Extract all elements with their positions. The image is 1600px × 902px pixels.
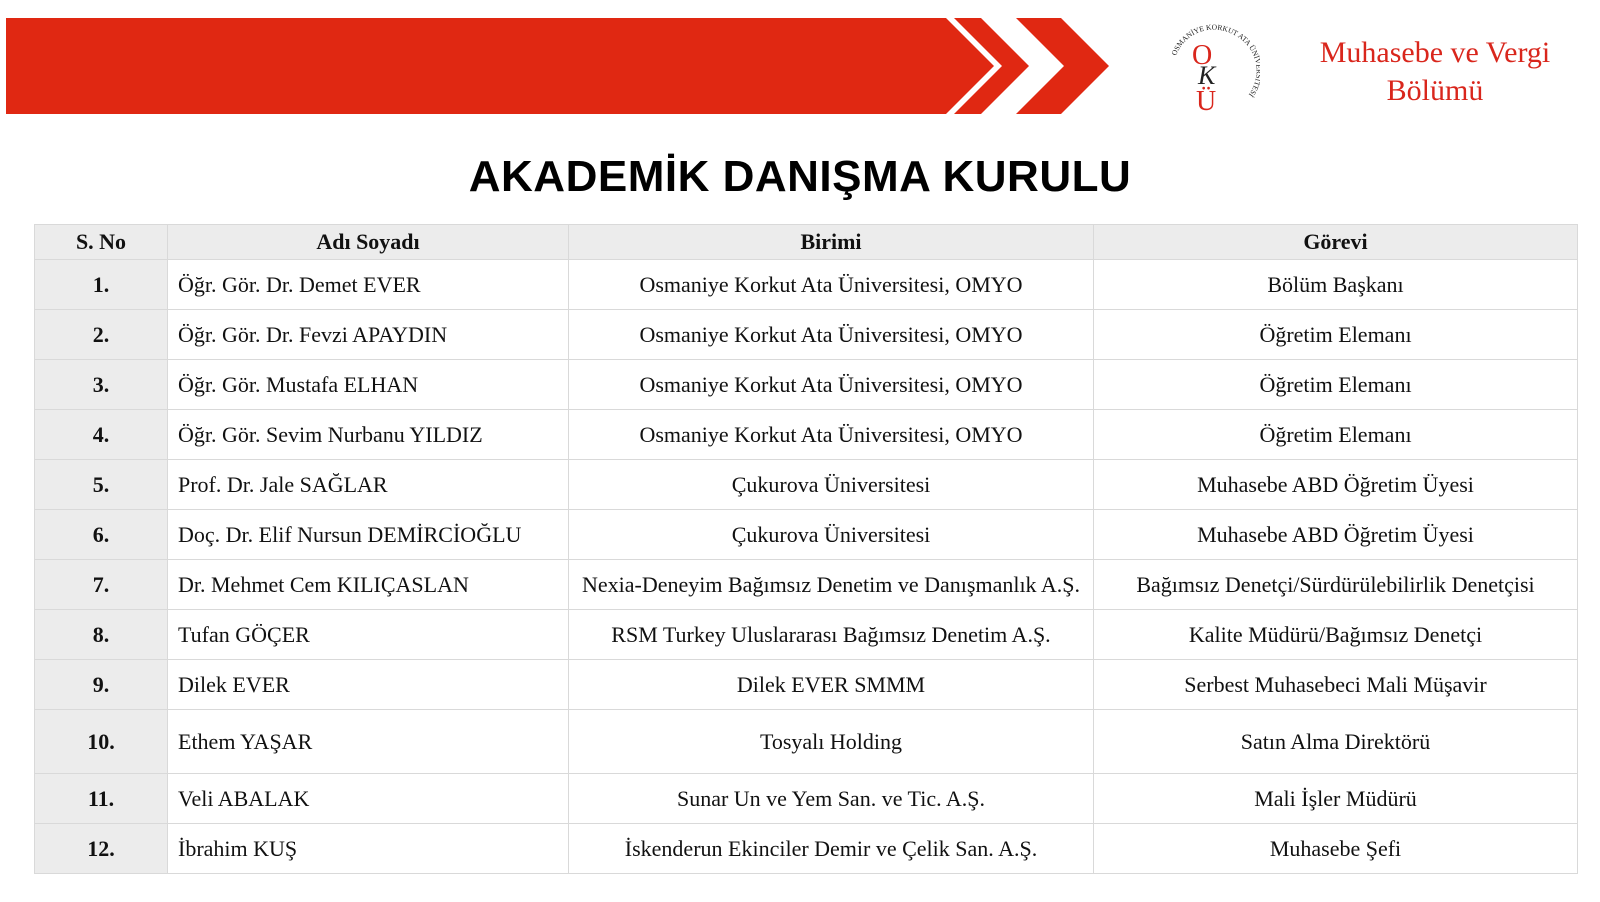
row-number: 2.	[35, 310, 168, 360]
row-number: 8.	[35, 610, 168, 660]
row-number: 9.	[35, 660, 168, 710]
department-name	[1300, 34, 1570, 110]
logo-letter-o: O	[1192, 40, 1213, 71]
table-row	[35, 510, 1578, 560]
table-row	[35, 460, 1578, 510]
header-banner	[6, 18, 1126, 114]
row-number: 6.	[35, 510, 168, 560]
table-row	[35, 824, 1578, 874]
table-row	[35, 610, 1578, 660]
table-row	[35, 310, 1578, 360]
member-unit: Çukurova Üniversitesi	[569, 510, 1094, 560]
row-number: 3.	[35, 360, 168, 410]
member-unit: Dilek EVER SMMM	[569, 660, 1094, 710]
member-name: Dilek EVER	[168, 660, 569, 710]
member-unit: RSM Turkey Uluslararası Bağımsız Denetim A.Ş.	[569, 610, 1094, 660]
department-line-2: Bölümü	[1386, 74, 1484, 107]
member-name: Doç. Dr. Elif Nursun DEMİRCİOĞLU	[168, 510, 569, 560]
table-row	[35, 774, 1578, 824]
table-header-row	[35, 225, 1578, 260]
logo-letter-u: Ü	[1196, 86, 1217, 117]
member-role: Muhasebe ABD Öğretim Üyesi	[1094, 510, 1578, 560]
member-role: Öğretim Elemanı	[1094, 360, 1578, 410]
member-name: Öğr. Gör. Sevim Nurbanu YILDIZ	[168, 410, 569, 460]
member-role: Kalite Müdürü/Bağımsız Denetçi	[1094, 610, 1578, 660]
table-row	[35, 660, 1578, 710]
table-row	[35, 260, 1578, 310]
member-name: Veli ABALAK	[168, 774, 569, 824]
member-unit: Sunar Un ve Yem San. ve Tic. A.Ş.	[569, 774, 1094, 824]
member-role: Öğretim Elemanı	[1094, 310, 1578, 360]
member-name: Prof. Dr. Jale SAĞLAR	[168, 460, 569, 510]
logo-letter-k: K	[1198, 61, 1216, 90]
col-header-no: S. No	[35, 225, 168, 260]
row-number: 12.	[35, 824, 168, 874]
member-role: Öğretim Elemanı	[1094, 410, 1578, 460]
member-role: Muhasebe Şefi	[1094, 824, 1578, 874]
col-header-name: Adı Soyadı	[168, 225, 569, 260]
member-name: Tufan GÖÇER	[168, 610, 569, 660]
col-header-unit: Birimi	[569, 225, 1094, 260]
table-row	[35, 710, 1578, 774]
member-name: Ethem YAŞAR	[168, 710, 569, 774]
page-title: AKADEMİK DANIŞMA KURULU	[468, 152, 1132, 201]
member-unit: Nexia-Deneyim Bağımsız Denetim ve Danışmanlık A.Ş.	[569, 560, 1094, 610]
row-number: 7.	[35, 560, 168, 610]
member-name: Öğr. Gör. Dr. Fevzi APAYDIN	[168, 310, 569, 360]
col-header-role: Görevi	[1094, 225, 1578, 260]
member-unit: Osmaniye Korkut Ata Üniversitesi, OMYO	[569, 360, 1094, 410]
member-name: Dr. Mehmet Cem KILIÇASLAN	[168, 560, 569, 610]
advisory-board-table	[34, 224, 1578, 874]
member-role: Satın Alma Direktörü	[1094, 710, 1578, 774]
table-row	[35, 560, 1578, 610]
logo-ring-text: OSMANİYE KORKUT ATA ÜN ESİ	[1169, 22, 1260, 99]
member-unit: Osmaniye Korkut Ata Üniversitesi, OMYO	[569, 260, 1094, 310]
banner-bar	[6, 18, 994, 114]
row-number: 1.	[35, 260, 168, 310]
member-role: Bölüm Başkanı	[1094, 260, 1578, 310]
chevron-arrow-2	[1016, 18, 1109, 114]
member-name: İbrahim KUŞ	[168, 824, 569, 874]
table-row	[35, 410, 1578, 460]
member-role: Bağımsız Denetçi/Sürdürülebilirlik Denetçisi	[1094, 560, 1578, 610]
department-line-1: Muhasebe ve Vergi	[1319, 36, 1551, 69]
member-role: Mali İşler Müdürü	[1094, 774, 1578, 824]
banner-arrows	[6, 18, 1126, 114]
row-number: 10.	[35, 710, 168, 774]
member-unit: Çukurova Üniversitesi	[569, 460, 1094, 510]
member-unit: Osmaniye Korkut Ata Üniversitesi, OMYO	[569, 310, 1094, 360]
member-unit: Tosyalı Holding	[569, 710, 1094, 774]
member-unit: Osmaniye Korkut Ata Üniversitesi, OMYO	[569, 410, 1094, 460]
row-number: 4.	[35, 410, 168, 460]
row-number: 11.	[35, 774, 168, 824]
row-number: 5.	[35, 460, 168, 510]
member-role: Serbest Muhasebeci Mali Müşavir	[1094, 660, 1578, 710]
member-name: Öğr. Gör. Dr. Demet EVER	[168, 260, 569, 310]
university-logo	[1160, 22, 1260, 122]
table-row	[35, 360, 1578, 410]
member-name: Öğr. Gör. Mustafa ELHAN	[168, 360, 569, 410]
member-unit: İskenderun Ekinciler Demir ve Çelik San. A.Ş.	[569, 824, 1094, 874]
member-role: Muhasebe ABD Öğretim Üyesi	[1094, 460, 1578, 510]
